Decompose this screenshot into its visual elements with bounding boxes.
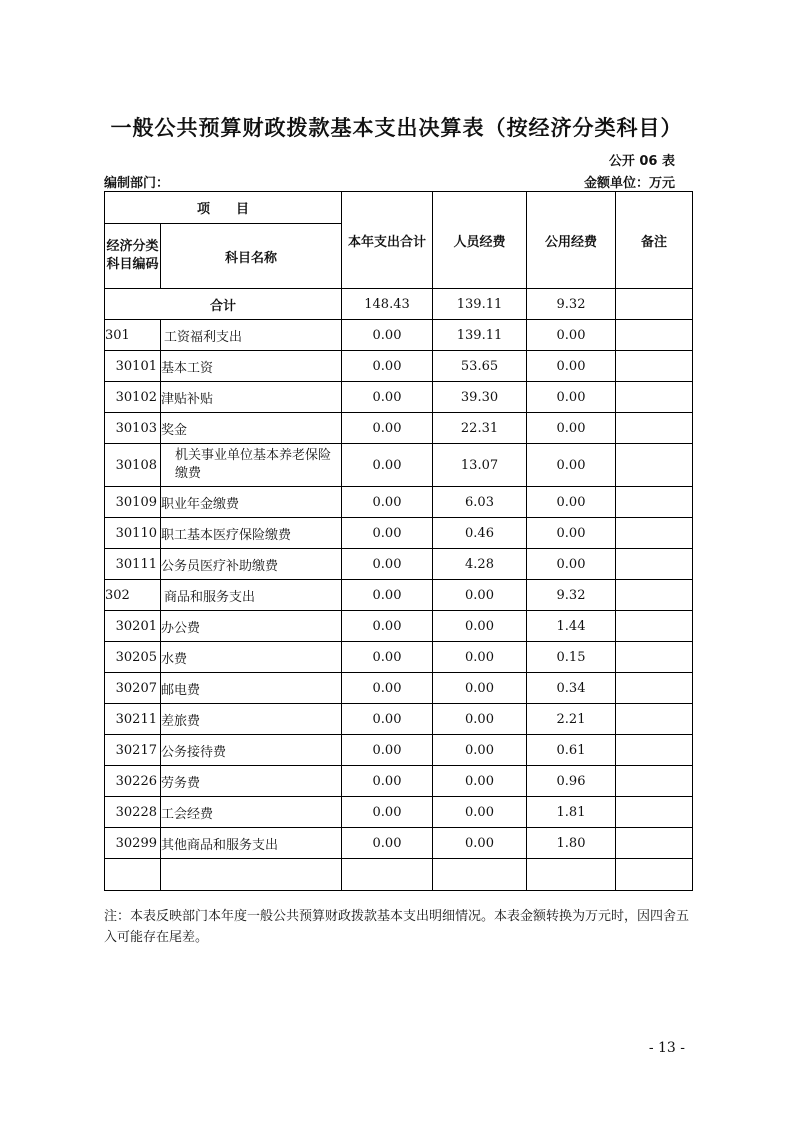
row-remark bbox=[616, 518, 693, 549]
row-remark bbox=[616, 487, 693, 518]
row-name: 差旅费 bbox=[161, 704, 342, 735]
row-remark bbox=[616, 704, 693, 735]
row-name: 津贴补贴 bbox=[161, 382, 342, 413]
row-personnel: 0.00 bbox=[433, 611, 527, 642]
row-remark bbox=[616, 549, 693, 580]
row-code: 30217 bbox=[105, 735, 161, 766]
table-row bbox=[105, 673, 693, 704]
row-public: 0.00 bbox=[527, 351, 616, 382]
row-remark bbox=[616, 320, 693, 351]
row-public: 0.00 bbox=[527, 413, 616, 444]
table-row bbox=[105, 828, 693, 859]
table-row bbox=[105, 487, 693, 518]
row-total: 0.00 bbox=[342, 704, 433, 735]
row-name: 职业年金缴费 bbox=[161, 487, 342, 518]
row-code: 30109 bbox=[105, 487, 161, 518]
row-personnel: 0.00 bbox=[433, 797, 527, 828]
header-project: 项 目 bbox=[105, 192, 342, 224]
row-personnel: 53.65 bbox=[433, 351, 527, 382]
row-remark bbox=[616, 766, 693, 797]
row-personnel: 0.00 bbox=[433, 828, 527, 859]
row-remark bbox=[616, 444, 693, 487]
blank-row bbox=[105, 859, 693, 891]
table-row bbox=[105, 704, 693, 735]
row-remark bbox=[616, 580, 693, 611]
row-name: 公务接待费 bbox=[161, 735, 342, 766]
row-total: 0.00 bbox=[342, 766, 433, 797]
row-public: 1.44 bbox=[527, 611, 616, 642]
table-row bbox=[105, 766, 693, 797]
total-amount: 148.43 bbox=[342, 289, 433, 320]
header-code: 经济分类科目编码 bbox=[105, 224, 161, 289]
row-personnel: 0.00 bbox=[433, 673, 527, 704]
row-personnel: 0.00 bbox=[433, 704, 527, 735]
row-remark bbox=[616, 611, 693, 642]
row-name: 邮电费 bbox=[161, 673, 342, 704]
row-public: 0.61 bbox=[527, 735, 616, 766]
row-code: 30207 bbox=[105, 673, 161, 704]
total-label: 合计 bbox=[105, 289, 342, 320]
row-name: 工资福利支出 bbox=[161, 320, 342, 351]
row-remark bbox=[616, 797, 693, 828]
table-row bbox=[105, 320, 693, 351]
row-public: 0.00 bbox=[527, 518, 616, 549]
row-name: 机关事业单位基本养老保险缴费 bbox=[161, 444, 342, 487]
row-personnel: 0.46 bbox=[433, 518, 527, 549]
row-name: 水费 bbox=[161, 642, 342, 673]
row-public: 0.00 bbox=[527, 382, 616, 413]
row-total: 0.00 bbox=[342, 320, 433, 351]
header-total: 本年支出合计 bbox=[342, 192, 433, 289]
row-total: 0.00 bbox=[342, 673, 433, 704]
table-row bbox=[105, 444, 693, 487]
row-name: 职工基本医疗保险缴费 bbox=[161, 518, 342, 549]
blank-cell bbox=[616, 859, 693, 891]
table-row bbox=[105, 797, 693, 828]
header-name: 科目名称 bbox=[161, 224, 342, 289]
blank-cell bbox=[105, 859, 161, 891]
page-number: - 13 - bbox=[648, 1040, 685, 1056]
row-code: 30111 bbox=[105, 549, 161, 580]
row-personnel: 0.00 bbox=[433, 766, 527, 797]
table-row bbox=[105, 580, 693, 611]
row-public: 0.00 bbox=[527, 487, 616, 518]
row-total: 0.00 bbox=[342, 382, 433, 413]
table-row bbox=[105, 413, 693, 444]
row-remark bbox=[616, 828, 693, 859]
row-name: 公务员医疗补助缴费 bbox=[161, 549, 342, 580]
row-remark bbox=[616, 735, 693, 766]
row-public: 0.00 bbox=[527, 444, 616, 487]
row-public: 0.15 bbox=[527, 642, 616, 673]
row-remark bbox=[616, 673, 693, 704]
table-row bbox=[105, 611, 693, 642]
row-public: 0.96 bbox=[527, 766, 616, 797]
row-remark bbox=[616, 642, 693, 673]
table-row bbox=[105, 382, 693, 413]
row-code: 30101 bbox=[105, 351, 161, 382]
row-total: 0.00 bbox=[342, 351, 433, 382]
row-total: 0.00 bbox=[342, 642, 433, 673]
row-code: 30228 bbox=[105, 797, 161, 828]
row-code: 30226 bbox=[105, 766, 161, 797]
row-total: 0.00 bbox=[342, 828, 433, 859]
page-title: 一般公共预算财政拨款基本支出决算表（按经济分类科目） bbox=[110, 116, 683, 140]
row-name: 奖金 bbox=[161, 413, 342, 444]
row-personnel: 39.30 bbox=[433, 382, 527, 413]
row-total: 0.00 bbox=[342, 549, 433, 580]
table-note: 注：本表反映部门本年度一般公共预算财政拨款基本支出明细情况。本表金额转换为万元时，因四舍五入可能存在尾差。 bbox=[104, 909, 690, 945]
row-code: 301 bbox=[105, 320, 161, 351]
row-name: 劳务费 bbox=[161, 766, 342, 797]
total-row bbox=[105, 289, 693, 320]
row-public: 0.34 bbox=[527, 673, 616, 704]
table-row bbox=[105, 351, 693, 382]
row-total: 0.00 bbox=[342, 487, 433, 518]
row-name: 工会经费 bbox=[161, 797, 342, 828]
row-personnel: 6.03 bbox=[433, 487, 527, 518]
total-personnel: 139.11 bbox=[433, 289, 527, 320]
row-personnel: 0.00 bbox=[433, 580, 527, 611]
row-name: 其他商品和服务支出 bbox=[161, 828, 342, 859]
row-name: 办公费 bbox=[161, 611, 342, 642]
unit-label: 金额单位：万元 bbox=[583, 176, 675, 191]
row-public: 0.00 bbox=[527, 549, 616, 580]
header-public: 公用经费 bbox=[527, 192, 616, 289]
row-code: 30103 bbox=[105, 413, 161, 444]
row-code: 30108 bbox=[105, 444, 161, 487]
row-total: 0.00 bbox=[342, 580, 433, 611]
row-public: 1.80 bbox=[527, 828, 616, 859]
row-code: 302 bbox=[105, 580, 161, 611]
row-public: 0.00 bbox=[527, 320, 616, 351]
row-name: 基本工资 bbox=[161, 351, 342, 382]
row-public: 2.21 bbox=[527, 704, 616, 735]
table-row bbox=[105, 549, 693, 580]
row-public: 1.81 bbox=[527, 797, 616, 828]
expenditure-table bbox=[104, 191, 693, 891]
row-code: 30299 bbox=[105, 828, 161, 859]
row-total: 0.00 bbox=[342, 797, 433, 828]
row-name: 商品和服务支出 bbox=[161, 580, 342, 611]
total-public: 9.32 bbox=[527, 289, 616, 320]
table-row bbox=[105, 518, 693, 549]
form-number: 公开 06 表 bbox=[608, 154, 675, 169]
row-personnel: 0.00 bbox=[433, 735, 527, 766]
row-total: 0.00 bbox=[342, 611, 433, 642]
header-remark: 备注 bbox=[616, 192, 693, 289]
row-remark bbox=[616, 413, 693, 444]
blank-cell bbox=[161, 859, 342, 891]
blank-cell bbox=[342, 859, 433, 891]
table-row bbox=[105, 735, 693, 766]
table-row bbox=[105, 642, 693, 673]
row-personnel: 13.07 bbox=[433, 444, 527, 487]
row-remark bbox=[616, 382, 693, 413]
row-code: 30201 bbox=[105, 611, 161, 642]
row-personnel: 22.31 bbox=[433, 413, 527, 444]
row-personnel: 0.00 bbox=[433, 642, 527, 673]
row-public: 9.32 bbox=[527, 580, 616, 611]
blank-cell bbox=[527, 859, 616, 891]
header-personnel: 人员经费 bbox=[433, 192, 527, 289]
row-code: 30110 bbox=[105, 518, 161, 549]
row-code: 30205 bbox=[105, 642, 161, 673]
row-remark bbox=[616, 351, 693, 382]
blank-cell bbox=[433, 859, 527, 891]
row-code: 30102 bbox=[105, 382, 161, 413]
row-total: 0.00 bbox=[342, 518, 433, 549]
row-personnel: 139.11 bbox=[433, 320, 527, 351]
dept-label: 编制部门： bbox=[104, 176, 170, 191]
row-total: 0.00 bbox=[342, 444, 433, 487]
row-code: 30211 bbox=[105, 704, 161, 735]
row-total: 0.00 bbox=[342, 413, 433, 444]
total-remark bbox=[616, 289, 693, 320]
row-total: 0.00 bbox=[342, 735, 433, 766]
row-personnel: 4.28 bbox=[433, 549, 527, 580]
